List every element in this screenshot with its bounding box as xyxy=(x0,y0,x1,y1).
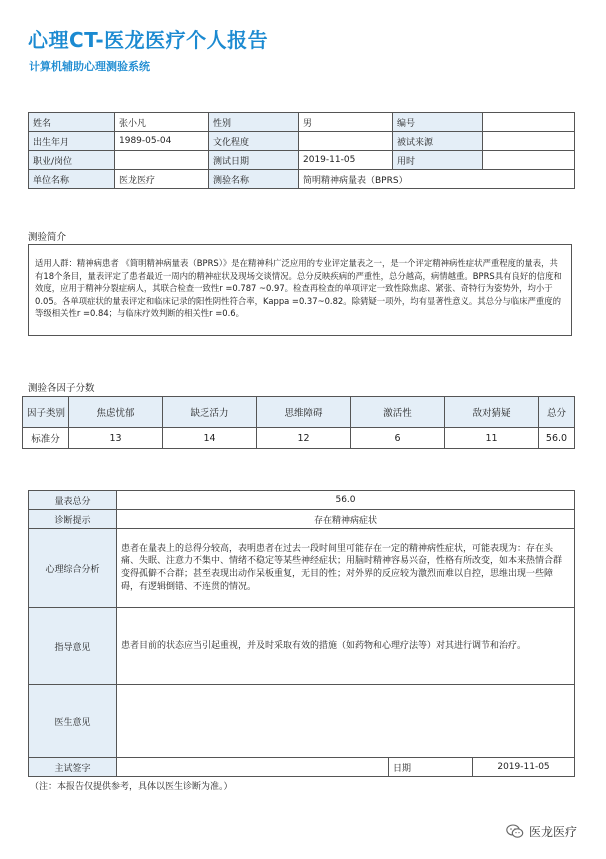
source-label: 被试来源 xyxy=(393,132,483,151)
job-label: 职业/岗位 xyxy=(29,151,115,170)
sign-date-value: 2019-11-05 xyxy=(473,758,575,777)
total-score: 56.0 xyxy=(539,428,575,449)
standard-score-label: 标准分 xyxy=(23,428,69,449)
birth-label: 出生年月 xyxy=(29,132,115,151)
report-subtitle: 计算机辅助心理测验系统 xyxy=(29,60,150,73)
name-label: 姓名 xyxy=(29,113,115,132)
total-score-label: 量表总分 xyxy=(29,491,117,510)
test-date-value: 2019-11-05 xyxy=(299,151,393,170)
gender-label: 性别 xyxy=(209,113,299,132)
factor-scores-table xyxy=(22,396,575,449)
unit-value: 医龙医疗 xyxy=(115,170,209,189)
factor-header: 思维障碍 xyxy=(257,397,351,428)
overall-analysis-label: 心理综合分析 xyxy=(29,529,117,608)
education-label: 文化程度 xyxy=(209,132,299,151)
birth-value: 1989-05-04 xyxy=(115,132,209,151)
doctor-opinion-label: 医生意见 xyxy=(29,685,117,758)
factor-header: 总分 xyxy=(539,397,575,428)
guidance-label: 指导意见 xyxy=(29,608,117,685)
gender-value: 男 xyxy=(299,113,393,132)
factor-score: 13 xyxy=(69,428,163,449)
name-value: 张小凡 xyxy=(115,113,209,132)
signature-value xyxy=(117,758,389,777)
job-value xyxy=(115,151,209,170)
scores-heading: 测验各因子分数 xyxy=(28,383,95,394)
brand-name: 医龙医疗 xyxy=(529,825,578,839)
id-label: 编号 xyxy=(393,113,483,132)
overall-analysis-text: 患者在量表上的总得分较高，表明患者在过去一段时间里可能存在一定的精神病性症状，可能表现为：存在头痛、失眠、注意力不集中、情绪不稳定等某些神经症状；用脑时精神容易兴奋，性格有所改变，如本来热情合群变得孤僻不合群；甚至表现出动作呆板重复，无目的性；对外界的反应较为激烈而难以自控，思维出现一些障碍，有逻辑倒错、不连贯的情况。 xyxy=(117,529,575,608)
intro-heading: 测验简介 xyxy=(28,232,67,243)
factor-score: 14 xyxy=(163,428,257,449)
factor-header: 缺乏活力 xyxy=(163,397,257,428)
signature-label: 主试签字 xyxy=(29,758,117,777)
guidance-text: 患者目前的状态应当引起重视，并及时采取有效的措施（如药物和心理疗法等）对其进行调节和治疗。 xyxy=(117,608,575,685)
report-title: 心理CT-医龙医疗个人报告 xyxy=(28,28,269,52)
education-value xyxy=(299,132,393,151)
unit-label: 单位名称 xyxy=(29,170,115,189)
diagnosis-label: 诊断提示 xyxy=(29,510,117,529)
sign-date-label: 日期 xyxy=(389,758,473,777)
duration-value xyxy=(483,151,575,170)
personal-info-table xyxy=(28,112,575,189)
factor-score: 6 xyxy=(351,428,445,449)
factor-header: 激活性 xyxy=(351,397,445,428)
test-name-label: 测验名称 xyxy=(209,170,299,189)
test-date-label: 测试日期 xyxy=(209,151,299,170)
duration-label: 用时 xyxy=(393,151,483,170)
factor-header: 焦虑忧郁 xyxy=(69,397,163,428)
factor-score: 11 xyxy=(445,428,539,449)
id-value xyxy=(483,113,575,132)
footnote: （注：本报告仅提供参考，具体以医生诊断为准。） xyxy=(30,782,233,792)
test-name-value: 简明精神病量表（BPRS） xyxy=(299,170,575,189)
analysis-table xyxy=(28,490,575,777)
factor-header: 敌对猜疑 xyxy=(445,397,539,428)
factor-score: 12 xyxy=(257,428,351,449)
source-value xyxy=(483,132,575,151)
brand-watermark xyxy=(506,823,577,840)
factor-header: 因子类别 xyxy=(23,397,69,428)
total-score-value: 56.0 xyxy=(117,491,575,510)
wechat-icon xyxy=(506,824,524,839)
diagnosis-value: 存在精神病症状 xyxy=(117,510,575,529)
intro-text: 适用人群：精神病患者 《简明精神病量表（BPRS）》是在精神科广泛应用的专业评定量表之一，是一个评定精神病性症状严重程度的量表，共有18个条目，量表评定了患者最近一周内的精神症状及现场交谈情况。总分反映疾病的严重性，总分越高，病情越重。BPRS具有良好的信度和效度，应用于精神分裂症病人，其联合检查一致性r =0.787 ~0.97。检查再检查的单项评定一致性除焦虑、紧张、奇特行为姿势外，均小于0.05。各单项症状的量表评定和临床记录的阳性阴性符合率，Kappa =0.37~0.82。除猜疑一项外，均有显著性意义。其总分与临床严重度的等级相关性r =0.84；与临床疗效判断的相关性r =0.6。 xyxy=(28,244,572,336)
doctor-opinion-text xyxy=(117,685,575,758)
